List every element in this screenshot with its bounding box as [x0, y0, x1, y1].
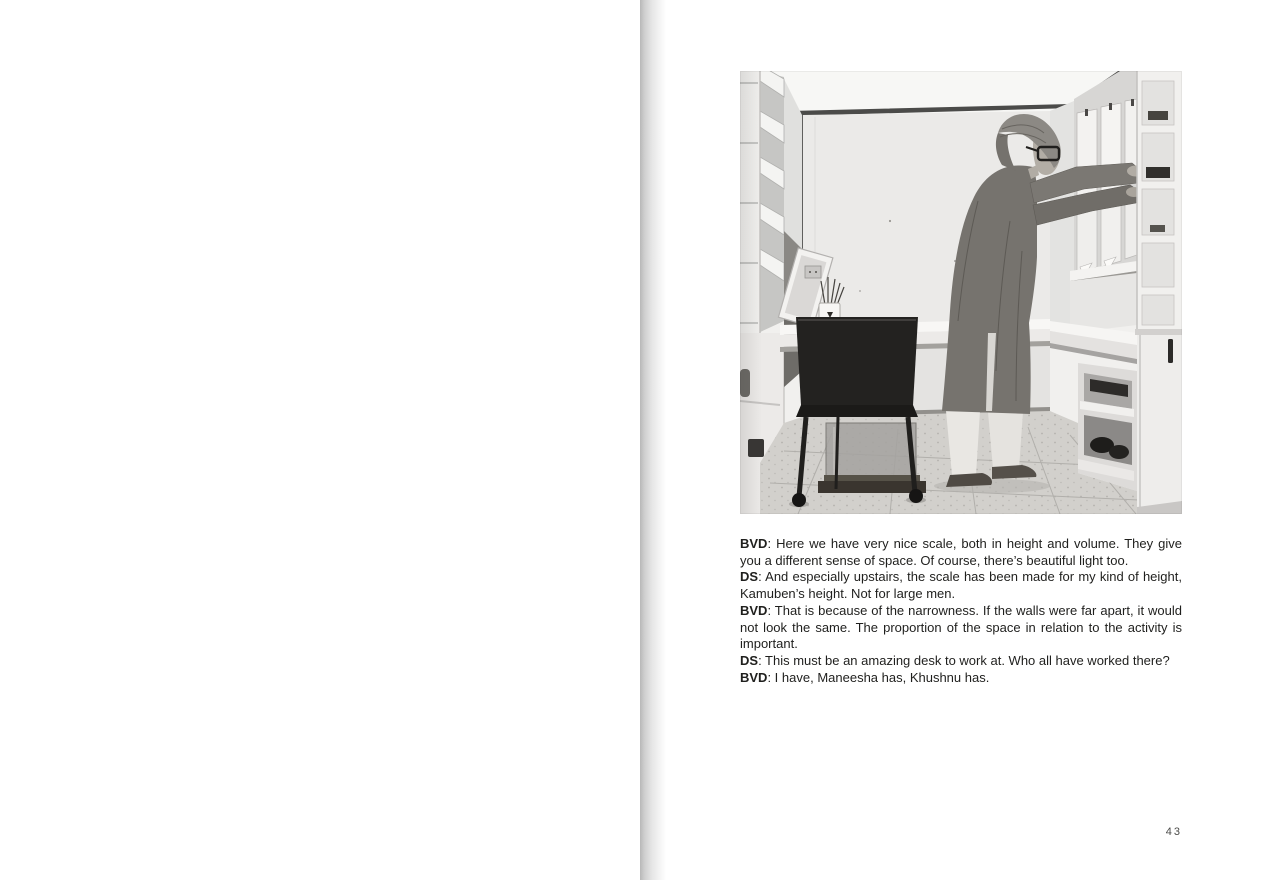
page-number: 43	[1165, 826, 1182, 838]
speaker-label: BVD	[740, 602, 768, 618]
dialogue-turn: DS: This must be an amazing desk to work at. Who all have worked there?	[740, 652, 1170, 668]
right-page	[666, 0, 1280, 880]
dialogue-turn: BVD: That is because of the narrowness. If the walls were far apart, it would not look the same. The proportion of the space in relation to the activity is important.	[740, 602, 1182, 652]
studio-photo-illustration	[740, 71, 1182, 514]
speaker-label: DS	[740, 652, 759, 668]
speaker-label: BVD	[740, 669, 768, 685]
dialogue-turn: BVD: I have, Maneesha has, Khushnu has.	[740, 669, 990, 685]
interview-dialogue	[740, 536, 1182, 686]
dialogue-turn: DS: And especially upstairs, the scale has been made for my kind of height, Kamuben’s height. Not for large men.	[740, 569, 1182, 602]
studio-photograph	[740, 71, 1182, 514]
dialogue-turn: BVD: Here we have very nice scale, both in height and volume. They give you a different sense of space. Of course, there’s beautiful light too.	[740, 536, 1182, 568]
photo-edge-shading	[740, 71, 1182, 514]
speaker-label: DS	[740, 569, 759, 585]
page-gutter-shadow	[640, 0, 666, 880]
speaker-label: BVD	[740, 536, 768, 551]
